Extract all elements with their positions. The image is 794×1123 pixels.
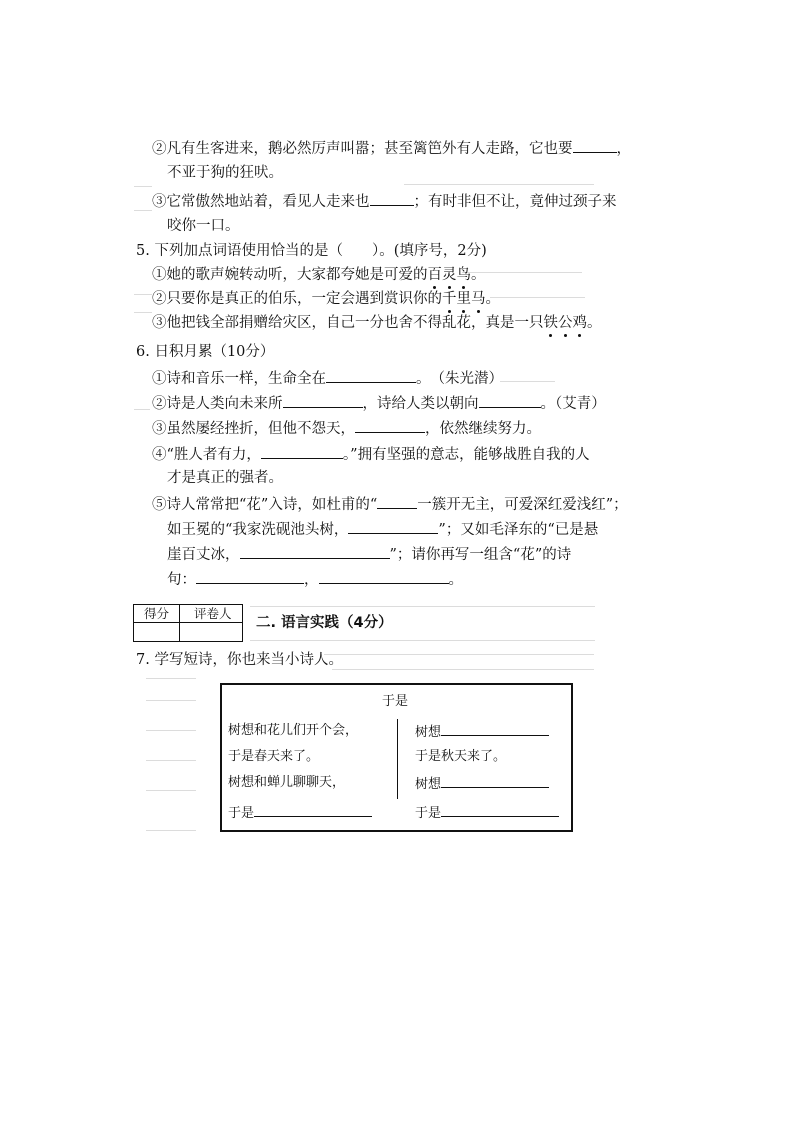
q4-item2-text: ②凡有生客进来，鹅必然厉声叫嚣；甚至篱笆外有人走路，它也要	[152, 141, 573, 157]
q6-item-2-text-b: ，诗给人类以朝向	[362, 396, 479, 412]
answer-blank[interactable]	[355, 418, 425, 433]
scan-artifact	[500, 381, 555, 382]
q4-item2-end: ，	[616, 141, 631, 157]
dotted-char: 灵	[442, 267, 457, 283]
q6-item-1	[152, 368, 503, 388]
q6-item-4-text-a: ④“胜人者有力，	[152, 447, 261, 463]
scan-artifact	[146, 830, 196, 831]
score-table	[133, 604, 243, 642]
scan-artifact	[490, 297, 585, 298]
scan-artifact	[404, 184, 594, 185]
scan-artifact	[146, 760, 196, 761]
dotted-char: 鸡	[572, 315, 587, 331]
answer-blank[interactable]	[196, 569, 304, 584]
scan-artifact	[134, 409, 150, 410]
q4-item3-line2: 咬你一口。	[167, 218, 240, 234]
q6-item-4	[152, 444, 590, 464]
q5-option-2-text: ②只要你是真正的伯乐，一定会遇到赏识你的	[152, 291, 442, 307]
q6-item-5-line3	[167, 544, 571, 564]
q6-item-1-text-a: ①诗和音乐一样，生命全在	[152, 371, 326, 387]
q6-item-2-text-a: ②诗是人类向未来所	[152, 396, 283, 412]
answer-blank[interactable]	[348, 519, 438, 534]
answer-blank[interactable]	[370, 191, 414, 206]
answer-blank[interactable]	[479, 393, 541, 408]
q6-item-2	[152, 393, 606, 413]
q5-option-1-end: 。	[471, 267, 486, 283]
q5-option-2-end: 。	[485, 291, 500, 307]
q6-item-5-line2-text-a: 如王冕的“我家洗砚池头树，	[167, 522, 349, 538]
q4-item2-line2: 不亚于狗的狂吠。	[167, 165, 283, 181]
q6-stem: 6. 日积月累（10分）	[136, 344, 275, 360]
answer-blank[interactable]	[283, 393, 363, 408]
scan-artifact	[332, 669, 594, 670]
scan-artifact	[146, 790, 196, 791]
scan-artifact	[324, 654, 594, 655]
scan-artifact	[134, 294, 152, 295]
dotted-char: 铁	[543, 315, 558, 331]
scan-artifact	[250, 606, 595, 607]
q5-stem: 5. 下列加点词语使用恰当的是（ ）。(填序号，2分)	[136, 243, 487, 259]
dotted-char: 百	[427, 267, 442, 283]
q6-item-5-line4	[167, 569, 463, 589]
q4-item3-line1	[152, 191, 617, 211]
answer-blank[interactable]	[441, 804, 559, 817]
poem-right-line-4-text: 于是	[415, 806, 442, 821]
answer-blank[interactable]	[240, 544, 390, 559]
answer-blank[interactable]	[326, 368, 416, 383]
answer-blank[interactable]	[441, 775, 549, 788]
q6-item-4-line2: 才是真正的强者。	[167, 470, 283, 486]
table-rule	[179, 605, 180, 641]
scan-artifact	[134, 186, 152, 187]
q4-item3-text-a: ③它常傲然地站着，看见人走来也	[152, 194, 370, 210]
q6-item-5-line2-text-b: ”；又如毛泽东的“已是悬	[438, 522, 599, 538]
q5-option-3-end: 。	[587, 315, 602, 331]
q6-item-5-text-a: ⑤诗人常常把“花”入诗，如杜甫的“	[152, 497, 378, 513]
scan-artifact	[146, 678, 196, 679]
q6-item-5	[152, 494, 628, 514]
section-2-title: 二. 语言实践（4分）	[256, 615, 393, 631]
q6-item-3	[152, 418, 541, 438]
q6-item-4-text-b: 。”拥有坚强的意志，能够战胜自我的人	[342, 447, 590, 463]
poem-left-line-2: 于是春天来了。	[228, 749, 320, 764]
q6-item-3-text-a: ③虽然屡经挫折，但他不怨天，	[152, 421, 355, 437]
q6-item-5-line3-text-b: ”；请你再写一组含“花”的诗	[389, 547, 572, 563]
answer-blank[interactable]	[377, 494, 417, 509]
dotted-char: 公	[558, 315, 573, 331]
poem-left-line-3: 树想和蝉儿聊聊天，	[228, 775, 346, 790]
q7-stem: 7. 学写短诗，你也来当小诗人。	[136, 652, 343, 668]
table-rule	[134, 622, 242, 623]
scan-artifact	[250, 640, 595, 641]
q5-option-1	[152, 266, 486, 284]
q6-item-5-line2	[167, 519, 598, 539]
poem-right-line-1-text: 树想	[415, 725, 442, 740]
poem-right-line-1	[415, 723, 549, 741]
poem-top-line: 于是	[382, 694, 409, 709]
poem-right-line-2: 于是秋天来了。	[415, 749, 507, 764]
grader-header: 评卷人	[194, 606, 232, 621]
q6-item-5-line4-text-c: 。	[448, 572, 463, 588]
dotted-char: 千	[442, 291, 457, 307]
q4-item3-text-b: ；有时非但不让，竟伸过颈子来	[413, 194, 617, 210]
dotted-char: 里	[456, 291, 471, 307]
q6-item-2-text-c: 。（艾青）	[540, 396, 606, 412]
answer-blank[interactable]	[261, 444, 343, 459]
q4-item2-line1	[152, 138, 631, 158]
q6-item-1-text-b: 。 （朱光潜）	[416, 371, 503, 387]
scan-artifact	[146, 730, 196, 731]
scan-artifact	[146, 700, 196, 701]
poem-right-line-3	[415, 775, 549, 793]
poem-left-line-1: 树想和花儿们开个会，	[228, 723, 359, 738]
q6-item-5-line4-text-a: 句：	[167, 572, 196, 588]
poem-box	[220, 683, 573, 832]
q6-item-5-text-b: 一簇开无主，可爱深红爱浅红”；	[417, 497, 628, 513]
poem-right-line-3-text: 树想	[415, 777, 442, 792]
q5-option-3-text: ③他把钱全部捐赠给灾区，自己一分也舍不得乱花，真是一只	[152, 315, 544, 331]
poem-divider	[397, 719, 398, 799]
q5-option-3	[152, 314, 602, 332]
q5-option-1-text: ①她的歌声婉转动听，大家都夸她是可爱的	[152, 267, 428, 283]
poem-left-line-4-text: 于是	[228, 806, 255, 821]
answer-blank[interactable]	[254, 804, 372, 817]
answer-blank[interactable]	[441, 723, 549, 736]
dotted-char: 鸟	[456, 267, 471, 283]
q6-item-5-line3-text-a: 崖百丈冰，	[167, 547, 240, 563]
q6-item-5-line4-text-b: ，	[304, 572, 319, 588]
poem-left-line-4	[228, 804, 372, 822]
scan-artifact	[134, 210, 152, 211]
q5-option-2	[152, 290, 500, 308]
score-header: 得分	[144, 606, 170, 621]
poem-right-line-4	[415, 804, 559, 822]
dotted-char: 马	[471, 291, 486, 307]
answer-blank[interactable]	[319, 569, 449, 584]
answer-blank[interactable]	[573, 138, 617, 153]
q6-item-3-text-b: ，依然继续努力。	[425, 421, 541, 437]
scan-artifact	[134, 312, 152, 313]
